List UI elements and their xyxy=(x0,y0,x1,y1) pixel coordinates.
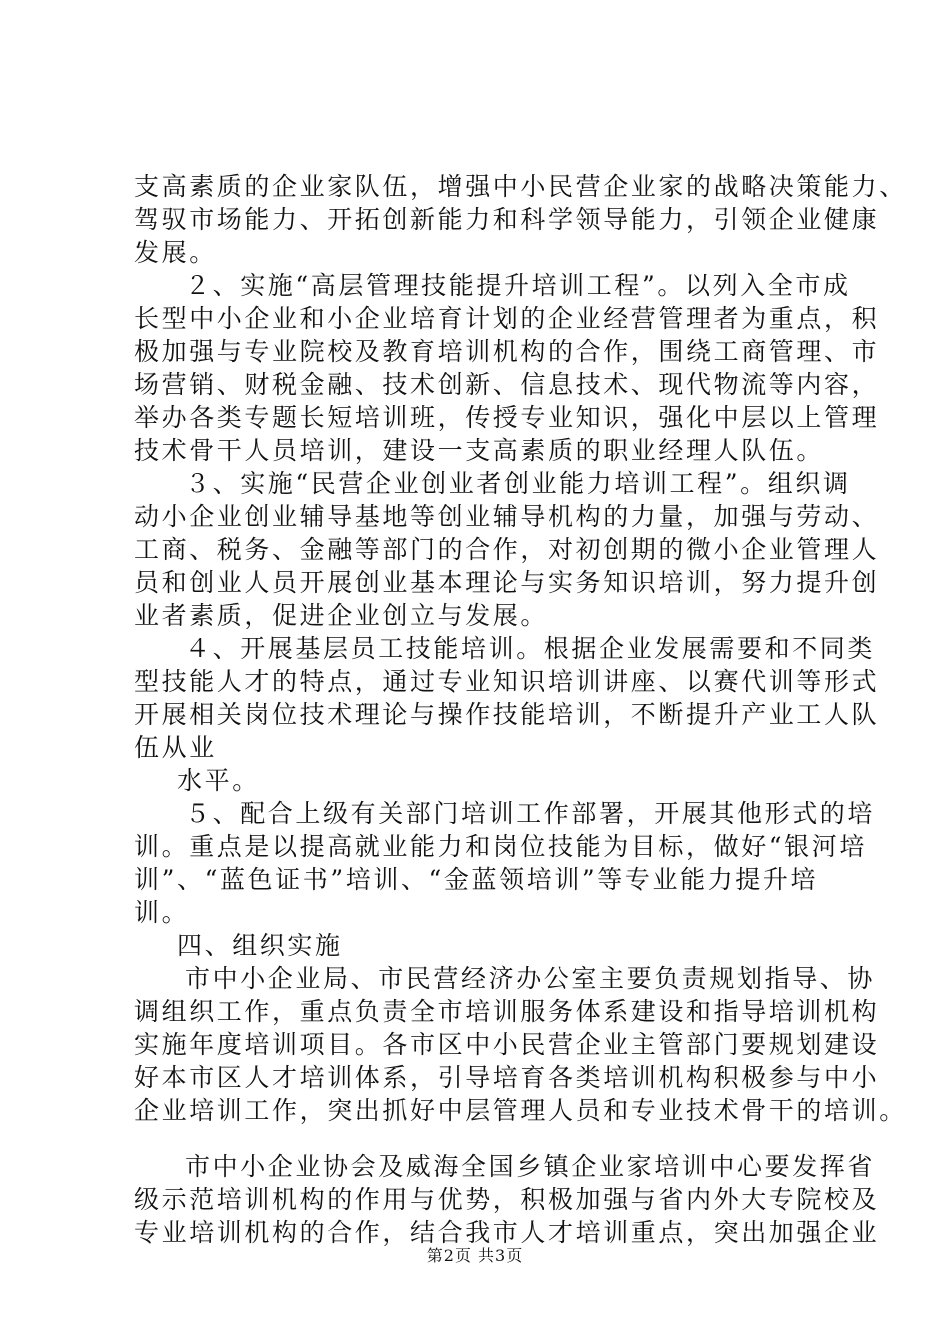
paragraph-start: ４、开展基层员工技能培训。根据企业发展需要和不同类 xyxy=(185,634,876,663)
text-line: 级示范培训机构的作用与优势，积极加强与省内外大专院校及 xyxy=(134,1185,880,1214)
text-line: 开展相关岗位技术理论与操作技能培训，不断提升产业工人队 xyxy=(134,700,880,729)
section-heading: 四、组织实施 xyxy=(177,931,343,960)
text-line: 专业培训机构的合作，结合我市人才培训重点，突出加强企业 xyxy=(134,1218,880,1247)
text-line: 伍从业 xyxy=(134,733,217,762)
text-line: 训”、“蓝色证书”培训、“金蓝领培训”等专业能力提升培 xyxy=(134,865,819,894)
text-line: 场营销、财税金融、技术创新、信息技术、现代物流等内容， xyxy=(134,370,880,399)
text-line: 技术骨干人员培训，建设一支高素质的职业经理人队伍。 xyxy=(134,436,825,465)
text-line: 好本市区人才培训体系，引导培育各类培训机构积极参与中小 xyxy=(134,1063,880,1092)
text-line: 支高素质的企业家队伍，增强中小民营企业家的战略决策能力、 xyxy=(134,172,907,201)
text-line: 企业培训工作，突出抓好中层管理人员和专业技术骨干的培训。 xyxy=(134,1096,907,1125)
text-line: 发展。 xyxy=(134,238,217,267)
text-line: 长型中小企业和小企业培育计划的企业经营管理者为重点，积 xyxy=(134,304,880,333)
text-line: 调组织工作，重点负责全市培训服务体系建设和指导培训机构 xyxy=(134,997,880,1026)
text-line: 极加强与专业院校及教育培训机构的合作，围绕工商管理、市 xyxy=(134,337,880,366)
paragraph-start: 市中小企业协会及威海全国乡镇企业家培训中心要发挥省 xyxy=(185,1152,876,1181)
text-line: 举办各类专题长短培训班，传授专业知识，强化中层以上管理 xyxy=(134,403,880,432)
text-line: 水平。 xyxy=(177,766,260,795)
paragraph-start: ３、实施“民营企业创业者创业能力培训工程”。组织调 xyxy=(185,469,851,498)
text-line: 驾驭市场能力、开拓创新能力和科学领导能力，引领企业健康 xyxy=(134,205,880,234)
text-line: 训。 xyxy=(134,898,190,927)
text-line: 员和创业人员开展创业基本理论与实务知识培训，努力提升创 xyxy=(134,568,880,597)
paragraph-start: ２、实施“高层管理技能提升培训工程”。以列入全市成 xyxy=(185,271,851,300)
text-line: 工商、税务、金融等部门的合作，对初创期的微小企业管理人 xyxy=(134,535,880,564)
paragraph-start: 市中小企业局、市民营经济办公室主要负责规划指导、协 xyxy=(185,964,876,993)
text-line: 业者素质，促进企业创立与发展。 xyxy=(134,601,549,630)
page-number: 第2页 共3页 xyxy=(426,1246,524,1265)
text-line: 型技能人才的特点，通过专业知识培训讲座、以赛代训等形式 xyxy=(134,667,880,696)
text-line: 实施年度培训项目。各市区中小民营企业主管部门要规划建设 xyxy=(134,1030,880,1059)
paragraph-start: ５、配合上级有关部门培训工作部署，开展其他形式的培 xyxy=(185,799,876,828)
text-line: 动小企业创业辅导基地等创业辅导机构的力量，加强与劳动、 xyxy=(134,502,880,531)
text-line: 训。重点是以提高就业能力和岗位技能为目标，做好“银河培 xyxy=(134,832,867,861)
